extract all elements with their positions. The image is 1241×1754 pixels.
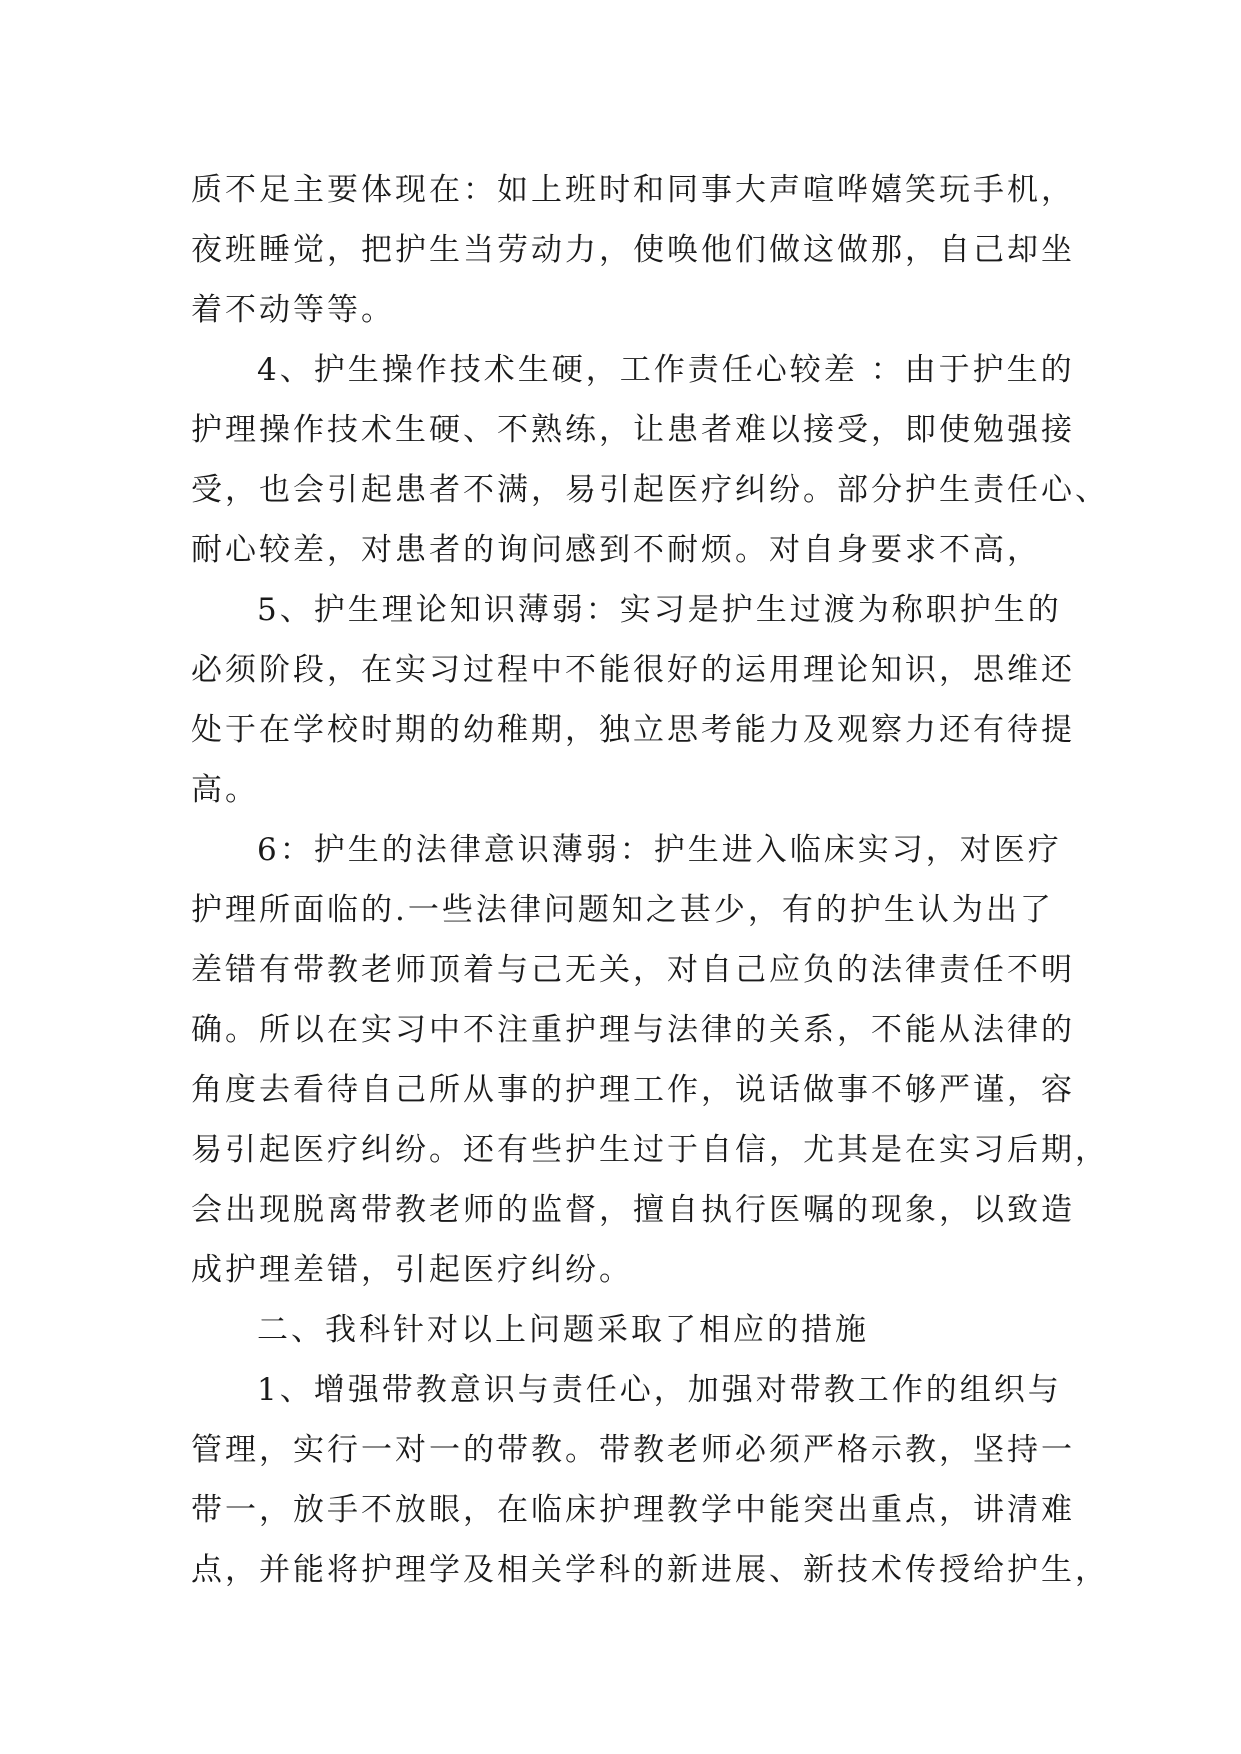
paragraph-item-5 xyxy=(191,580,1075,820)
text-line: 受，也会引起患者不满，易引起医疗纠纷。部分护生责任心、 xyxy=(191,472,1109,508)
document-body xyxy=(191,160,1109,1600)
section-heading xyxy=(191,1300,1051,1360)
paragraph-continuation xyxy=(191,160,1075,340)
paragraph-measure-1 xyxy=(191,1360,1109,1600)
text-line: 护理操作技术生硬、不熟练，让患者难以接受，即使勉强接 xyxy=(191,412,1075,448)
paragraph-item-4 xyxy=(191,340,1109,580)
text-line: 5、护生理论知识薄弱：实习是护生过渡为称职护生的 xyxy=(257,592,1062,628)
text-line: 着不动等等。 xyxy=(191,292,395,328)
text-line: 带一，放手不放眼，在临床护理教学中能突出重点，讲清难 xyxy=(191,1492,1075,1528)
text-line: 护理所面临的.一些法律问题知之甚少，有的护生认为出了 xyxy=(191,892,1054,928)
text-line: 质不足主要体现在：如上班时和同事大声喧哗嬉笑玩手机， xyxy=(191,172,1075,208)
text-line: 角度去看待自己所从事的护理工作，说话做事不够严谨，容 xyxy=(191,1072,1075,1108)
text-line: 点，并能将护理学及相关学科的新进展、新技术传授给护生， xyxy=(191,1552,1109,1588)
text-line: 会出现脱离带教老师的监督，擅自执行医嘱的现象，以致造 xyxy=(191,1192,1075,1228)
text-line: 二、我科针对以上问题采取了相应的措施 xyxy=(257,1312,869,1348)
text-line: 成护理差错，引起医疗纠纷。 xyxy=(191,1252,633,1288)
text-line: 必须阶段，在实习过程中不能很好的运用理论知识，思维还 xyxy=(191,652,1075,688)
text-line: 易引起医疗纠纷。还有些护生过于自信，尤其是在实习后期， xyxy=(191,1132,1109,1168)
text-line: 确。所以在实习中不注重护理与法律的关系，不能从法律的 xyxy=(191,1012,1075,1048)
text-line: 管理，实行一对一的带教。带教老师必须严格示教，坚持一 xyxy=(191,1432,1075,1468)
text-line: 处于在学校时期的幼稚期，独立思考能力及观察力还有待提 xyxy=(191,712,1075,748)
text-line: 1、增强带教意识与责任心，加强对带教工作的组织与 xyxy=(257,1372,1062,1408)
text-line: 4、护生操作技术生硬，工作责任心较差 ：由于护生的 xyxy=(257,352,1075,388)
text-line: 高。 xyxy=(191,772,259,808)
paragraph-item-6 xyxy=(191,820,1109,1300)
text-line: 耐心较差，对患者的询问感到不耐烦。对自身要求不高， xyxy=(191,532,1041,568)
text-line: 差错有带教老师顶着与己无关，对自己应负的法律责任不明 xyxy=(191,952,1075,988)
text-line: 夜班睡觉，把护生当劳动力，使唤他们做这做那，自己却坐 xyxy=(191,232,1075,268)
text-line: 6：护生的法律意识薄弱：护生进入临床实习，对医疗 xyxy=(257,832,1062,868)
